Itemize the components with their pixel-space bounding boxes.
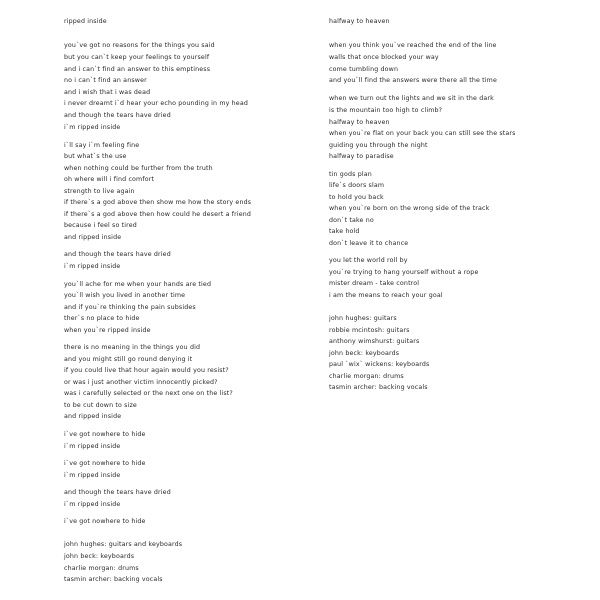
right-lyric-line: charlie morgan: drums (329, 373, 404, 380)
left-lyric-line: you`ll ache for me when your hands are tied (64, 281, 212, 288)
right-lyric-line: life`s doors slam (329, 182, 385, 189)
right-lyric-line: halfway to heaven (329, 119, 390, 126)
left-lyric-line: but you can`t keep your feelings to yourself (64, 54, 210, 61)
left-lyric-line: i`m ripped inside (64, 501, 121, 508)
left-lyric-line: i`m ripped inside (64, 443, 121, 450)
left-lyric-line: and i can`t find an answer to this emptiness (64, 66, 211, 73)
left-lyric-line: when nothing could be further from the truth (64, 165, 213, 172)
right-lyric-line: take hold (329, 228, 360, 235)
right-lyric-line: john hughes: guitars (329, 315, 397, 322)
left-lyric-line: i`m ripped inside (64, 472, 121, 479)
right-lyric-line: tasmin archer: backing vocals (329, 384, 428, 391)
right-lyric-line: john beck: keyboards (329, 350, 400, 357)
left-lyric-line: no i can`t find an answer (64, 77, 147, 84)
right-lyric-line: to hold you back (329, 194, 384, 201)
left-lyric-line: i`m ripped inside (64, 124, 121, 131)
left-lyric-line: and if you`re thinking the pain subsides (64, 304, 196, 311)
left-lyric-line: and though the tears have dried (64, 251, 171, 258)
right-lyric-line: don`t take no (329, 217, 374, 224)
right-song-title: halfway to heaven (329, 18, 390, 25)
right-lyric-line: anthony wimshurst: guitars (329, 338, 420, 345)
right-lyric-line: i am the means to reach your goal (329, 292, 443, 299)
left-song-title: ripped inside (64, 18, 107, 25)
left-lyric-line: but what`s the use (64, 153, 127, 160)
left-lyric-line: tasmin archer: backing vocals (64, 576, 163, 583)
left-lyric-line: and i wish that i was dead (64, 89, 151, 96)
right-lyric-line: is the mountain too high to climb? (329, 107, 443, 114)
left-lyric-line: if you could live that hour again would you resist? (64, 367, 229, 374)
left-lyric-line: i`m ripped inside (64, 263, 121, 270)
left-lyric-line: i`ve got nowhere to hide (64, 460, 146, 467)
left-lyric-line: john hughes: guitars and keyboards (64, 541, 183, 548)
right-lyric-line: guiding you through the night (329, 142, 428, 149)
left-lyric-line: if there`s a god above then show me how the story ends (64, 199, 252, 206)
left-lyric-line: and ripped inside (64, 234, 122, 241)
right-lyric-line: and you`ll find the answers were there all the time (329, 77, 497, 84)
left-lyric-line: you`ll wish you lived in another time (64, 292, 186, 299)
right-lyric-line: you`re trying to hang yourself without a rope (329, 269, 479, 276)
left-lyric-line: john beck: keyboards (64, 553, 135, 560)
left-lyric-line: i`ll say i`m feeling fine (64, 142, 140, 149)
left-lyric-line: when you`re ripped inside (64, 327, 151, 334)
left-lyric-line: i`ve got nowhere to hide (64, 518, 146, 525)
right-lyric-line: tin gods plan (329, 171, 372, 178)
right-lyric-line: halfway to paradise (329, 153, 394, 160)
right-lyric-line: paul `wix` wickens: keyboards (329, 361, 430, 368)
left-lyric-line: oh where will i find comfort (64, 176, 155, 183)
left-lyric-line: i never dreamt i`d hear your echo pounding in my head (64, 100, 248, 107)
left-lyric-line: charlie morgan: drums (64, 565, 139, 572)
left-lyric-line: if there`s a god above then how could he desert a friend (64, 211, 252, 218)
left-lyric-line: ther`s no place to hide (64, 315, 140, 322)
left-lyric-line: or was i just another victim innocently picked? (64, 379, 218, 386)
right-lyric-line: robbie mcintosh: guitars (329, 327, 410, 334)
right-lyric-line: you let the world roll by (329, 257, 408, 264)
left-lyric-line: was i carefully selected or the next one on the list? (64, 390, 233, 397)
right-lyric-line: mister dream - take control (329, 280, 420, 287)
left-lyric-line: because i feel so tired (64, 222, 137, 229)
left-lyric-line: to be cut down to size (64, 402, 137, 409)
left-lyric-line: and though the tears have dried (64, 489, 171, 496)
left-lyric-line: and though the tears have dried (64, 112, 171, 119)
right-lyric-line: when you think you`ve reached the end of the line (329, 42, 497, 49)
left-lyric-line: i`ve got nowhere to hide (64, 431, 146, 438)
left-lyric-line: strength to live again (64, 188, 135, 195)
left-lyric-line: there is no meaning in the things you did (64, 344, 201, 351)
left-lyric-line: you`ve got no reasons for the things you said (64, 42, 215, 49)
right-lyric-line: come tumbling down (329, 66, 399, 73)
right-lyric-line: when we turn out the lights and we sit in the dark (329, 95, 494, 102)
right-lyric-line: don`t leave it to chance (329, 240, 409, 247)
right-lyric-line: when you`re flat on your back you can still see the stars (329, 130, 516, 137)
right-lyric-line: walls that once blocked your way (329, 54, 439, 61)
left-lyric-line: and you might still go round denying it (64, 356, 193, 363)
right-lyric-line: when you`re born on the wrong side of the track (329, 205, 490, 212)
left-lyric-line: and ripped inside (64, 413, 122, 420)
